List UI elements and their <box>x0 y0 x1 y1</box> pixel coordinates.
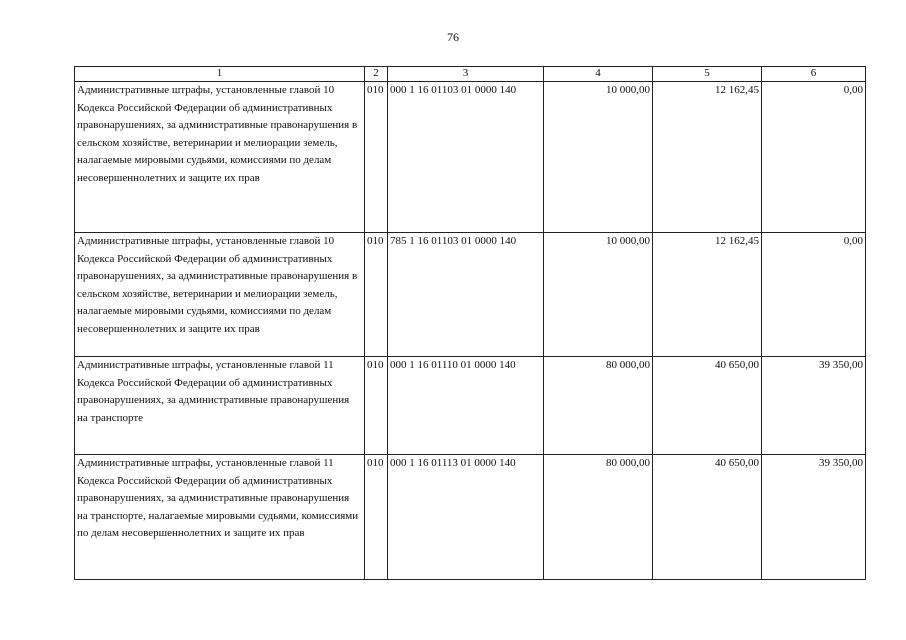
row-plan-cell: 10 000,00 <box>544 82 653 233</box>
header-cell-5: 5 <box>653 67 762 82</box>
row-fact-cell: 40 650,00 <box>653 455 762 580</box>
header-cell-4: 4 <box>544 67 653 82</box>
header-cell-1: 1 <box>75 67 365 82</box>
row-remainder-cell: 0,00 <box>762 233 866 357</box>
table-row <box>75 357 866 455</box>
row-kbk-cell: 785 1 16 01103 01 0000 140 <box>388 233 544 357</box>
row-remainder-cell: 39 350,00 <box>762 455 866 580</box>
row-kbk-cell: 000 1 16 01103 01 0000 140 <box>388 82 544 233</box>
row-name-cell: Административные штрафы, установленные главой 11 Кодекса Российской Федерации об административных правонарушениях, за административные правонарушения на транспорте <box>75 357 365 455</box>
row-plan-cell: 10 000,00 <box>544 233 653 357</box>
row-remainder-cell: 0,00 <box>762 82 866 233</box>
row-kbk-cell: 000 1 16 01110 01 0000 140 <box>388 357 544 455</box>
row-fact-cell: 40 650,00 <box>653 357 762 455</box>
row-code-cell: 010 <box>365 357 388 455</box>
table-header-row <box>75 67 866 82</box>
header-cell-6: 6 <box>762 67 866 82</box>
budget-table <box>74 66 866 580</box>
header-cell-3: 3 <box>388 67 544 82</box>
row-name-cell: Административные штрафы, установленные главой 10 Кодекса Российской Федерации об административных правонарушениях, за административные правонарушения в сельском хозяйстве, ветеринарии и мелиорации земель, налагаемые мировыми судьями, комиссиями по делам несовершеннолетних и защите их прав <box>75 233 365 357</box>
row-plan-cell: 80 000,00 <box>544 357 653 455</box>
page-number: 76 <box>447 30 459 44</box>
row-code-cell: 010 <box>365 82 388 233</box>
table-row <box>75 82 866 233</box>
row-fact-cell: 12 162,45 <box>653 82 762 233</box>
row-fact-cell: 12 162,45 <box>653 233 762 357</box>
row-name-cell: Административные штрафы, установленные главой 11 Кодекса Российской Федерации об административных правонарушениях, за административные правонарушения на транспорте, налагаемые мировыми судьями, комиссиями по делам несовершеннолетних и защите их прав <box>75 455 365 580</box>
table-row <box>75 455 866 580</box>
row-kbk-cell: 000 1 16 01113 01 0000 140 <box>388 455 544 580</box>
row-plan-cell: 80 000,00 <box>544 455 653 580</box>
row-code-cell: 010 <box>365 233 388 357</box>
row-code-cell: 010 <box>365 455 388 580</box>
row-name-cell: Административные штрафы, установленные главой 10 Кодекса Российской Федерации об административных правонарушениях, за административные правонарушения в сельском хозяйстве, ветеринарии и мелиорации земель, налагаемые мировыми судьями, комиссиями по делам несовершеннолетних и защите их прав <box>75 82 365 233</box>
header-cell-2: 2 <box>365 67 388 82</box>
table-row <box>75 233 866 357</box>
row-remainder-cell: 39 350,00 <box>762 357 866 455</box>
